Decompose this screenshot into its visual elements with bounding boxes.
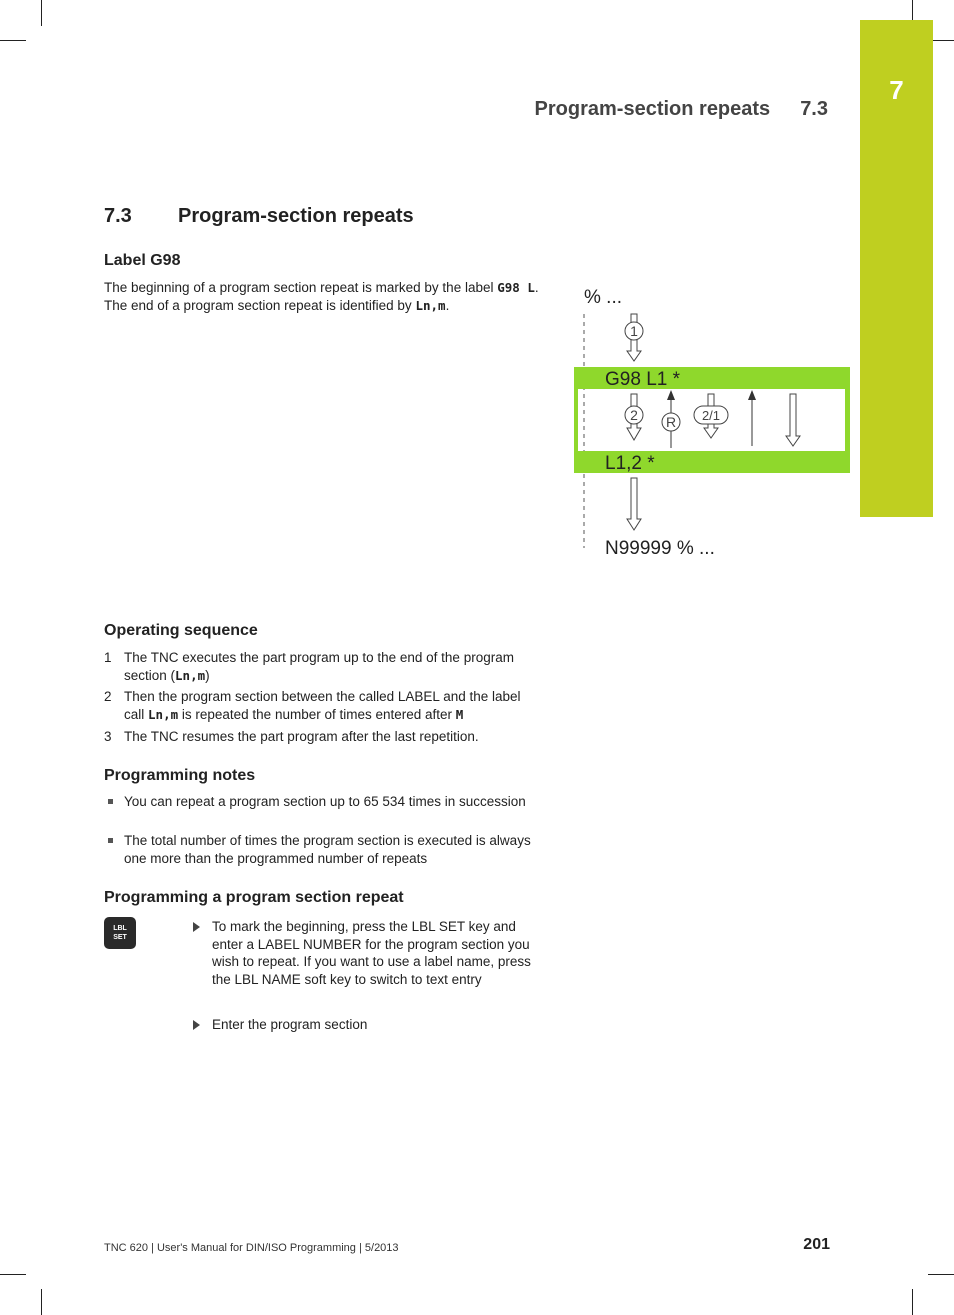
bullet-icon: [108, 838, 113, 843]
running-header-title: Program-section repeats: [534, 98, 771, 120]
text: The TNC executes the part program up to the end of the program section (: [124, 650, 514, 683]
running-header: [535, 98, 828, 121]
marker-2: 2: [630, 407, 638, 423]
arrow-down-right: [786, 394, 800, 446]
list-item-text: The TNC resumes the part program after the last repetition.: [124, 729, 479, 744]
marker-r: R: [665, 414, 677, 430]
step-item: [193, 1016, 543, 1034]
list-item: [104, 793, 544, 829]
list-item-text: [124, 688, 544, 723]
paragraph-text: . The end of a program section repeat is identified by: [104, 280, 539, 313]
section-title: [104, 205, 414, 228]
code-lnm: Ln,m: [175, 667, 206, 683]
list-item: [104, 728, 544, 746]
code-m: M: [455, 706, 464, 722]
section-title-text: Program-section repeats: [178, 205, 414, 227]
label-g98-heading: Label G98: [104, 252, 181, 269]
list-item-text: You can repeat a program section up to 65 534 times in succession: [124, 794, 526, 809]
crop-mark: [0, 40, 26, 41]
list-number: 1: [104, 650, 112, 665]
running-header-number: 7.3: [800, 98, 828, 120]
crop-mark: [41, 0, 42, 26]
text: is repeated the number of times entered after: [178, 706, 456, 722]
paragraph-text: The beginning of a program section repeat is marked by the label: [104, 280, 494, 295]
page-number: 201: [803, 1236, 830, 1253]
list-number: 3: [104, 729, 112, 744]
programming-notes-heading: Programming notes: [104, 767, 256, 784]
list-item: [104, 832, 544, 868]
programming-repeat-heading: Programming a program section repeat: [104, 889, 404, 906]
step-text: Enter the program section: [212, 1017, 368, 1032]
text: Then the program section between the called LABEL and the label call: [124, 689, 521, 722]
program-repeat-diagram: [570, 278, 855, 563]
paragraph-text: .: [445, 297, 450, 313]
arrow-up-head: [748, 390, 756, 400]
crop-mark: [41, 1289, 42, 1315]
marker-1: 1: [630, 323, 638, 339]
chapter-number: 7: [889, 75, 904, 105]
list-item-text: [124, 649, 544, 684]
step-arrow-icon: [193, 922, 200, 932]
arrow-down-bottom: [627, 478, 641, 530]
diagram-start-line: % ...: [584, 287, 623, 308]
code-lnm: Ln,m: [415, 297, 446, 313]
text: ): [205, 667, 210, 683]
arrow-up-r-head: [667, 390, 675, 400]
crop-mark: [912, 0, 913, 20]
crop-mark: [912, 1289, 913, 1315]
list-item: [104, 688, 544, 724]
bullet-icon: [108, 799, 113, 804]
list-number: 2: [104, 689, 112, 704]
diagram-band-right: [845, 389, 850, 452]
diagram-call-line: L1,2 *: [605, 453, 655, 474]
lbl-set-key-icon: [104, 917, 136, 949]
diagram-end-line: N99999 % ...: [605, 538, 715, 559]
chapter-tab: [860, 20, 933, 517]
step-text: To mark the beginning, press the LBL SET key and enter a LABEL NUMBER for the program section you wish to repeat. If you want to use a label name, press the LBL NAME soft key to switch to text entry: [212, 919, 531, 987]
label-g98-paragraph: [104, 279, 544, 314]
diagram-band-left: [574, 389, 578, 452]
step-item: [193, 918, 543, 1008]
crop-mark: [0, 1274, 26, 1275]
crop-mark: [928, 1274, 954, 1275]
marker-2-1: 2/1: [701, 408, 721, 423]
key-label-line2: SET: [113, 934, 127, 941]
footer-text: TNC 620 | User's Manual for DIN/ISO Programming | 5/2013: [104, 1242, 399, 1254]
list-item-text: The total number of times the program section is executed is always one more than the programmed number of repeats: [124, 833, 531, 866]
operating-sequence-heading: Operating sequence: [104, 622, 258, 639]
list-item: [104, 649, 544, 685]
key-label-line1: LBL: [113, 925, 127, 932]
code-lnm: Ln,m: [148, 706, 179, 722]
section-number: 7.3: [104, 205, 132, 227]
code-g98l: G98 L: [497, 280, 535, 295]
diagram-label-line: G98 L1 *: [605, 369, 680, 390]
step-arrow-icon: [193, 1020, 200, 1030]
